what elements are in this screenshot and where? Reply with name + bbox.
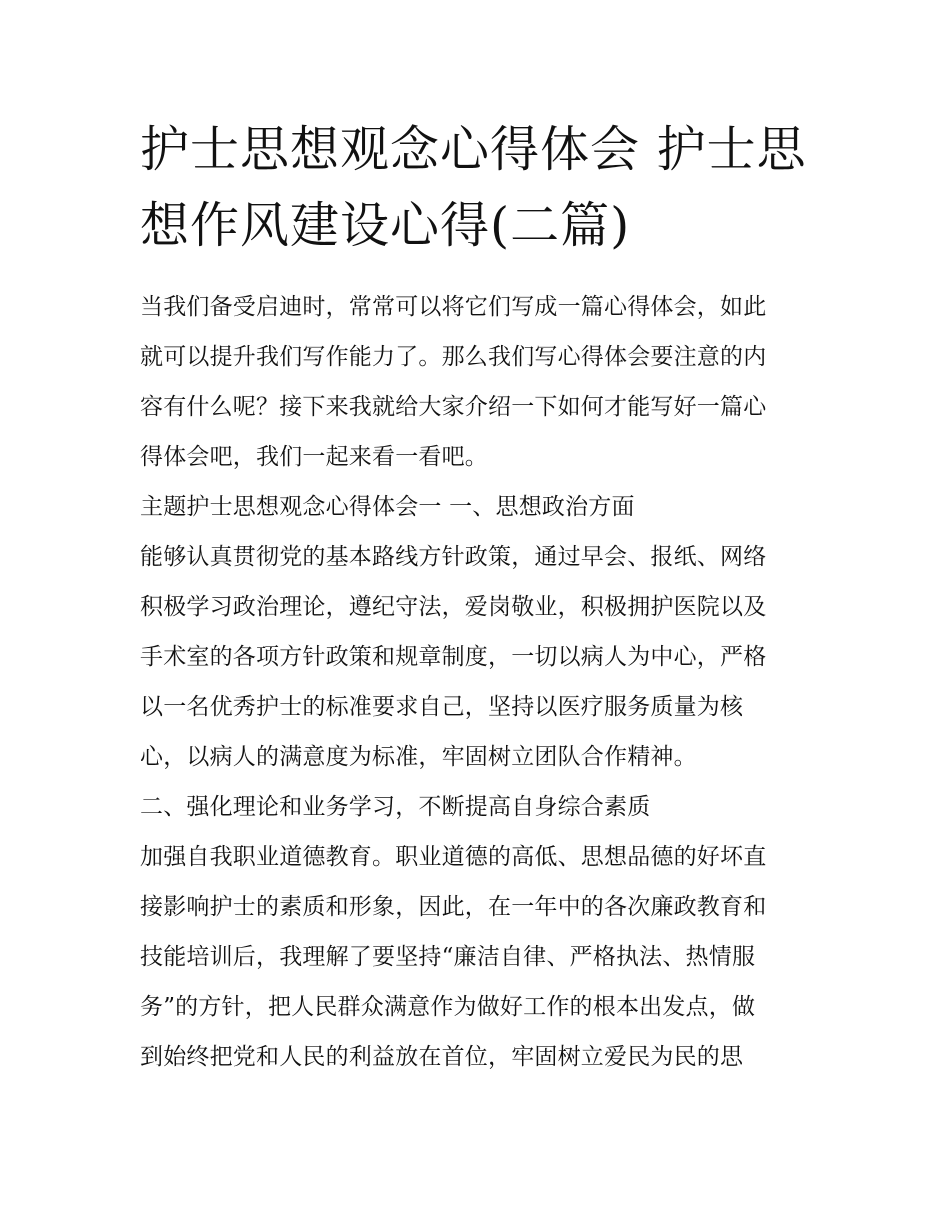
- text-line: 当我们备受启迪时，常常可以将它们写成一篇心得体会，如此: [140, 294, 767, 320]
- document-title: [140, 112, 812, 264]
- text-line: 手术室的各项方针政策和规章制度，一切以病人为中心，严格: [140, 644, 767, 670]
- title-line: 护士思想观念心得体会 护士思: [140, 121, 807, 178]
- political-paragraph: [140, 532, 812, 782]
- text-line: 容有什么呢？接下来我就给大家介绍一下如何才能写好一篇心: [140, 394, 767, 420]
- text-line: 心，以病人的满意度为标准，牢固树立团队合作精神。: [140, 744, 697, 770]
- document-body: [140, 282, 812, 1082]
- ethics-paragraph: [140, 832, 812, 1082]
- text-line: 就可以提升我们写作能力了。那么我们写心得体会要注意的内: [140, 344, 767, 370]
- text-line: 技能培训后，我理解了要坚持“廉洁自律、严格执法、热情服: [140, 944, 756, 970]
- text-line: 二、强化理论和业务学习，不断提高自身综合素质: [140, 794, 651, 820]
- section-heading-1: [140, 482, 812, 532]
- text-line: 接影响护士的素质和形象，因此，在一年中的各次廉政教育和: [140, 894, 767, 920]
- intro-paragraph: [140, 282, 812, 482]
- text-line: 以一名优秀护士的标准要求自己，坚持以医疗服务质量为核: [140, 694, 744, 720]
- text-line: 到始终把党和人民的利益放在首位，牢固树立爱民为民的思: [140, 1044, 744, 1070]
- text-line: 主题护士思想观念心得体会一 一、思想政治方面: [140, 494, 635, 520]
- text-line: 积极学习政治理论，遵纪守法，爱岗敬业，积极拥护医院以及: [140, 594, 767, 620]
- title-line: 想作风建设心得(二篇): [140, 197, 631, 254]
- document-page: [140, 112, 812, 1082]
- section-heading-2: [140, 782, 812, 832]
- text-line: 务”的方针，把人民群众满意作为做好工作的根本出发点，做: [140, 994, 756, 1020]
- text-line: 得体会吧，我们一起来看一看吧。: [140, 444, 488, 470]
- text-line: 能够认真贯彻党的基本路线方针政策，通过早会、报纸、网络: [140, 544, 767, 570]
- text-line: 加强自我职业道德教育。职业道德的高低、思想品德的好坏直: [140, 844, 767, 870]
